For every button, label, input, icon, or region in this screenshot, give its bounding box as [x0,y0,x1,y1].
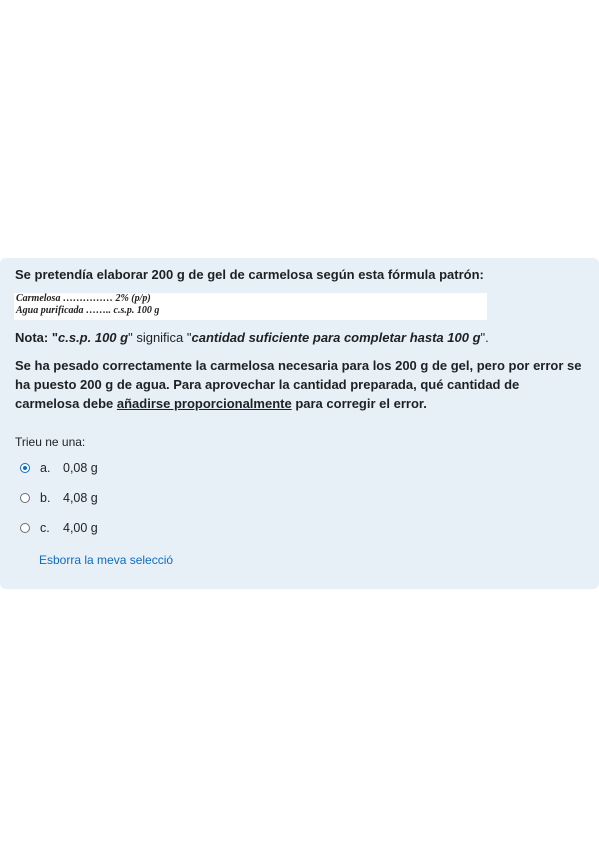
formula-box [14,293,487,320]
option-c-radio[interactable] [20,523,30,533]
option-b[interactable] [20,490,98,506]
nota-end: ". [480,330,489,345]
option-b-letter: b. [40,491,51,505]
nota-mid: " significa " [128,330,192,345]
option-a[interactable] [20,460,98,476]
option-a-radio[interactable] [20,463,30,473]
option-b-radio[interactable] [20,493,30,503]
option-a-letter: a. [40,461,51,475]
option-b-text[interactable]: 4,08 g [63,491,98,505]
option-a-text[interactable]: 0,08 g [63,461,98,475]
option-c[interactable] [20,520,98,536]
question-body-part1: Se ha pesado correctamente la carmelosa necesaria para los 200 g de gel, pero por error se ha puesto 200 g de agua. Para aprovechar la cantidad preparada, qué cantidad de carmelosa debe [15,358,582,411]
question-card [0,258,599,589]
formula-line-1: Carmelosa …………… 2% (p/p) [16,293,151,304]
question-intro: Se pretendía elaborar 200 g de gel de carmelosa según esta fórmula patrón: [15,267,484,282]
option-c-text[interactable]: 4,00 g [63,521,98,535]
formula-line-2: Agua purificada …….. c.s.p. 100 g [16,305,160,316]
nota-csp: c.s.p. 100 g [58,330,129,345]
answer-prompt: Trieu ne una: [15,435,86,449]
question-body [15,356,587,413]
option-c-letter: c. [40,521,50,535]
question-body-part2: para corregir el error. [291,396,427,411]
nota-label: Nota: " [15,330,58,345]
question-body-underlined: añadirse proporcionalmente [116,396,292,411]
nota-text [15,330,590,345]
nota-meaning: cantidad suficiente para completar hasta 100 g [191,330,481,345]
clear-choice-link[interactable]: Esborra la meva selecció [39,553,174,567]
